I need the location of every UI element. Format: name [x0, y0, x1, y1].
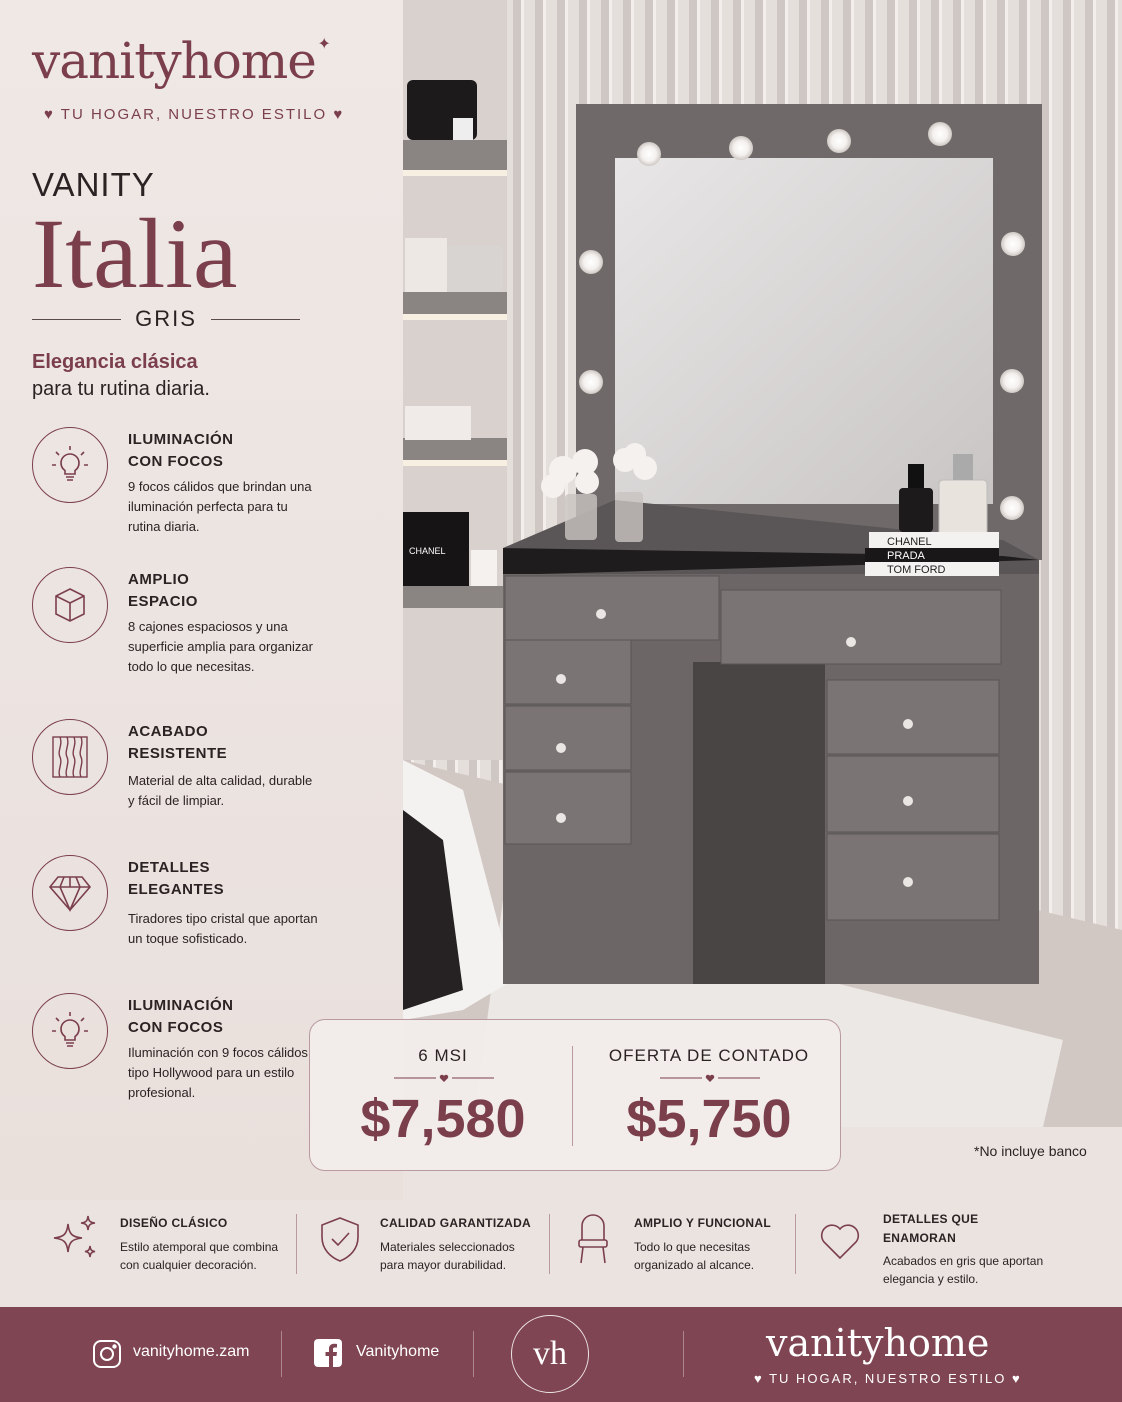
sparkle-icon: ✦: [317, 34, 330, 53]
price-cash: [576, 1020, 842, 1172]
feature-desc: Material de alta calidad, durable y fácil de limpiar.: [128, 773, 313, 808]
sparkles-icon: [48, 1212, 104, 1268]
book-label: TOM FORD: [887, 564, 946, 576]
benefit-desc: Estilo atemporal que combina con cualquier decoración.: [120, 1240, 279, 1272]
facebook-icon[interactable]: [314, 1339, 342, 1367]
price-value: $5,750: [626, 1089, 792, 1149]
book-label: CHANEL: [887, 536, 932, 548]
box-icon: [32, 567, 108, 643]
feature-finish: [32, 719, 372, 839]
product-line: VANITY: [32, 166, 155, 203]
price-note: *No incluye banco: [974, 1143, 1087, 1159]
price-box: [309, 1019, 841, 1171]
lightbulb-icon: [32, 993, 108, 1069]
brand-logo: vanityhome ✦: [32, 32, 330, 90]
benefit-title: DISEÑO CLÁSICO: [120, 1216, 228, 1230]
feature-title: ACABADO RESISTENTE: [128, 723, 228, 762]
feature-title: ILUMINACIÓN CON FOCOS: [128, 431, 234, 470]
heart-icon: [816, 1212, 872, 1268]
feature-desc: Iluminación con 9 focos cálidos tipo Hollywood para un estilo profesional.: [128, 1045, 308, 1100]
monogram-logo: vh: [511, 1315, 589, 1393]
benefit-details: [816, 1208, 1046, 1288]
price-label: 6 MSI: [418, 1046, 468, 1065]
brand-tagline: ♥ TU HOGAR, NUESTRO ESTILO ♥: [44, 106, 345, 123]
shield-check-icon: [314, 1212, 370, 1268]
footer-logo: vanityhome: [766, 1321, 990, 1365]
footer-tagline: ♥ TU HOGAR, NUESTRO ESTILO ♥: [754, 1371, 1022, 1386]
feature-desc: Tiradores tipo cristal que aportan un toque sofisticado.: [128, 911, 318, 946]
feature-title: DETALLES ELEGANTES: [128, 859, 225, 898]
benefit-title: CALIDAD GARANTIZADA: [380, 1216, 532, 1230]
footer: [0, 1307, 1122, 1402]
benefit-functional: [570, 1208, 794, 1288]
benefit-desc: Acabados en gris que aportan elegancia y estilo.: [883, 1254, 1044, 1286]
price-value: $7,580: [360, 1089, 526, 1149]
heart-divider-icon: [660, 1072, 760, 1084]
instagram-icon[interactable]: [92, 1339, 122, 1369]
feature-title: ILUMINACIÓN CON FOCOS: [128, 997, 234, 1036]
price-installments: [310, 1020, 576, 1172]
benefit-desc: Todo lo que necesitas organizado al alcance.: [634, 1240, 755, 1272]
benefit-quality: [314, 1208, 550, 1288]
tagline-rest: para tu rutina diaria.: [32, 378, 210, 400]
feature-space: [32, 567, 372, 687]
heart-divider-icon: [394, 1072, 494, 1084]
feature-title: AMPLIO ESPACIO: [128, 571, 198, 610]
benefit-title: AMPLIO Y FUNCIONAL: [634, 1216, 771, 1230]
diamond-icon: [32, 855, 108, 931]
book-label: PRADA: [887, 550, 925, 562]
feature-desc: 8 cajones espaciosos y una superficie amplia para organizar todo lo que necesitas.: [128, 619, 313, 674]
wood-texture-icon: [32, 719, 108, 795]
benefit-classic: [48, 1208, 294, 1288]
benefit-desc: Materiales seleccionados para mayor durabilidad.: [380, 1240, 515, 1272]
product-photo: [403, 0, 1122, 1127]
feature-lighting: [32, 427, 372, 547]
instagram-handle[interactable]: vanityhome.zam: [133, 1343, 250, 1360]
product-color-row: [32, 306, 300, 332]
price-label: OFERTA DE CONTADO: [608, 1046, 810, 1065]
feature-desc: 9 focos cálidos que brindan una iluminación perfecta para tu rutina diaria.: [128, 479, 312, 534]
lightbulb-icon: [32, 427, 108, 503]
feature-details: [32, 855, 372, 975]
product-name: Italia: [32, 198, 238, 309]
bag-label: CHANEL: [409, 546, 446, 556]
facebook-handle[interactable]: Vanityhome: [356, 1343, 440, 1360]
chair-icon: [570, 1212, 626, 1268]
benefit-title: DETALLES QUE ENAMORAN: [883, 1212, 979, 1245]
product-color: GRIS: [135, 306, 197, 331]
tagline-bold: Elegancia clásica: [32, 351, 198, 373]
